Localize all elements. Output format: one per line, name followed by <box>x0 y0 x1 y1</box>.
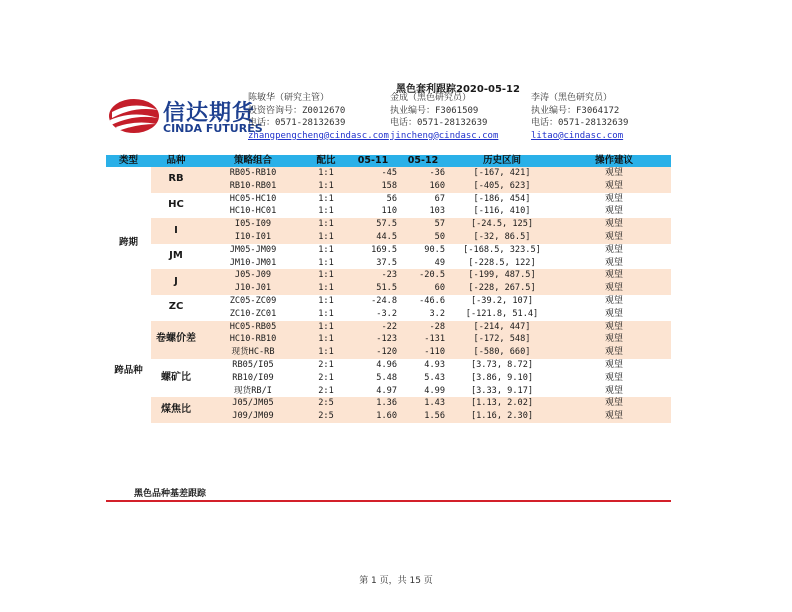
col-header-date-prev: 05-11 <box>347 155 399 167</box>
ratio-cell: 2:1 <box>305 372 347 385</box>
advice-cell: 观望 <box>557 308 671 321</box>
value-curr-cell: 1.43 <box>399 397 447 410</box>
advice-cell: 观望 <box>557 321 671 334</box>
page-footer: 第 1 页，共 15 页 <box>359 576 433 586</box>
ratio-cell: 1:1 <box>305 180 347 193</box>
strategy-cell: RB10/I09 <box>201 372 305 385</box>
ratio-cell: 1:1 <box>305 308 347 321</box>
value-curr-cell: 49 <box>399 257 447 270</box>
ratio-cell: 1:1 <box>305 244 347 257</box>
table-row <box>106 244 671 257</box>
advice-cell: 观望 <box>557 295 671 308</box>
value-prev-cell: 158 <box>347 180 399 193</box>
value-prev-cell: 1.60 <box>347 410 399 423</box>
table-row <box>106 218 671 231</box>
analyst-phone: 电话：0571-28132639 <box>390 118 488 128</box>
ratio-cell: 2:5 <box>305 397 347 410</box>
strategy-cell: J05/JM05 <box>201 397 305 410</box>
range-cell: [-580, 660] <box>447 346 557 359</box>
advice-cell: 观望 <box>557 231 671 244</box>
variety-cell: 煤焦比 <box>151 397 201 423</box>
value-curr-cell: -46.6 <box>399 295 447 308</box>
range-cell: [3.73, 8.72] <box>447 359 557 372</box>
advice-cell: 观望 <box>557 167 671 180</box>
ratio-cell: 1:1 <box>305 167 347 180</box>
ratio-cell: 2:1 <box>305 359 347 372</box>
value-curr-cell: 50 <box>399 231 447 244</box>
table-row <box>106 193 671 206</box>
range-cell: [-24.5, 125] <box>447 218 557 231</box>
value-curr-cell: 60 <box>399 282 447 295</box>
value-prev-cell: -23 <box>347 269 399 282</box>
range-cell: [3.33, 9.17] <box>447 385 557 398</box>
variety-cell: 螺矿比 <box>151 359 201 397</box>
logo-english-name: CINDA FUTURES <box>163 122 263 135</box>
advice-cell: 观望 <box>557 385 671 398</box>
range-cell: [-32, 86.5] <box>447 231 557 244</box>
col-header-variety: 品种 <box>151 155 201 167</box>
logo-chinese-name: 信达期货 <box>163 101 256 126</box>
strategy-cell: 现货RB/I <box>201 385 305 398</box>
strategy-cell: HC05-RB05 <box>201 321 305 334</box>
advice-cell: 观望 <box>557 333 671 346</box>
variety-cell: 卷螺价差 <box>151 321 201 359</box>
strategy-cell: RB05-RB10 <box>201 167 305 180</box>
ratio-cell: 1:1 <box>305 205 347 218</box>
analyst-phone: 电话：0571-28132639 <box>531 118 629 128</box>
strategy-cell: I10-I01 <box>201 231 305 244</box>
col-header-history-range: 历史区间 <box>447 155 557 167</box>
range-cell: [-214, 447] <box>447 321 557 334</box>
value-prev-cell: 4.97 <box>347 385 399 398</box>
analyst-name: 金成（黑色研究员） <box>390 93 472 103</box>
value-curr-cell: -110 <box>399 346 447 359</box>
advice-cell: 观望 <box>557 244 671 257</box>
ratio-cell: 1:1 <box>305 295 347 308</box>
analyst-license: 执业编号：F3064172 <box>531 105 620 116</box>
value-prev-cell: -3.2 <box>347 308 399 321</box>
advice-cell: 观望 <box>557 257 671 270</box>
ratio-cell: 1:1 <box>305 346 347 359</box>
value-prev-cell: 37.5 <box>347 257 399 270</box>
col-header-advice: 操作建议 <box>557 155 671 167</box>
type-cell: 跨期 <box>106 167 151 321</box>
ratio-cell: 1:1 <box>305 269 347 282</box>
value-curr-cell: -131 <box>399 333 447 346</box>
basis-section-title: 黑色品种基差跟踪 <box>134 489 207 499</box>
analyst-contact-3 <box>531 92 628 142</box>
analyst-license: 投资咨询号：Z0012670 <box>248 105 346 116</box>
value-curr-cell: -28 <box>399 321 447 334</box>
strategy-cell: HC10-RB10 <box>201 333 305 346</box>
section-divider <box>106 500 671 502</box>
value-prev-cell: -123 <box>347 333 399 346</box>
table-header-row <box>106 155 671 167</box>
table-body <box>106 167 671 423</box>
range-cell: [1.13, 2.02] <box>447 397 557 410</box>
strategy-cell: J09/JM09 <box>201 410 305 423</box>
analyst-name: 李涛（黑色研究员） <box>531 93 613 103</box>
advice-cell: 观望 <box>557 346 671 359</box>
strategy-cell: RB05/I05 <box>201 359 305 372</box>
range-cell: [3.86, 9.10] <box>447 372 557 385</box>
table-row <box>106 359 671 372</box>
ratio-cell: 1:1 <box>305 282 347 295</box>
advice-cell: 观望 <box>557 205 671 218</box>
range-cell: [-116, 410] <box>447 205 557 218</box>
value-prev-cell: 110 <box>347 205 399 218</box>
advice-cell: 观望 <box>557 218 671 231</box>
strategy-cell: RB10-RB01 <box>201 180 305 193</box>
value-curr-cell: 5.43 <box>399 372 447 385</box>
analyst-contact-1 <box>248 92 389 142</box>
value-curr-cell: 4.99 <box>399 385 447 398</box>
range-cell: [-121.8, 51.4] <box>447 308 557 321</box>
analyst-name: 陈敏华（研究主管） <box>248 93 330 103</box>
strategy-cell: ZC05-ZC09 <box>201 295 305 308</box>
strategy-cell: J10-J01 <box>201 282 305 295</box>
range-cell: [1.16, 2.30] <box>447 410 557 423</box>
value-prev-cell: 44.5 <box>347 231 399 244</box>
table-row <box>106 397 671 410</box>
value-prev-cell: 4.96 <box>347 359 399 372</box>
ratio-cell: 1:1 <box>305 321 347 334</box>
variety-cell: HC <box>151 193 201 219</box>
advice-cell: 观望 <box>557 397 671 410</box>
value-prev-cell: -22 <box>347 321 399 334</box>
value-prev-cell: 57.5 <box>347 218 399 231</box>
variety-cell: I <box>151 218 201 244</box>
variety-cell: RB <box>151 167 201 193</box>
advice-cell: 观望 <box>557 269 671 282</box>
col-header-date-curr: 05-12 <box>399 155 447 167</box>
range-cell: [-167, 421] <box>447 167 557 180</box>
range-cell: [-186, 454] <box>447 193 557 206</box>
strategy-cell: HC05-HC10 <box>201 193 305 206</box>
table-row <box>106 321 671 334</box>
advice-cell: 观望 <box>557 359 671 372</box>
value-curr-cell: 57 <box>399 218 447 231</box>
ratio-cell: 2:1 <box>305 385 347 398</box>
range-cell: [-39.2, 107] <box>447 295 557 308</box>
value-curr-cell: 103 <box>399 205 447 218</box>
variety-cell: ZC <box>151 295 201 321</box>
value-prev-cell: 1.36 <box>347 397 399 410</box>
type-cell: 跨品种 <box>106 321 151 423</box>
value-curr-cell: -20.5 <box>399 269 447 282</box>
advice-cell: 观望 <box>557 372 671 385</box>
range-cell: [-168.5, 323.5] <box>447 244 557 257</box>
range-cell: [-228, 267.5] <box>447 282 557 295</box>
arbitrage-table <box>106 155 671 423</box>
value-prev-cell: 56 <box>347 193 399 206</box>
value-curr-cell: 90.5 <box>399 244 447 257</box>
value-prev-cell: -120 <box>347 346 399 359</box>
ratio-cell: 1:1 <box>305 231 347 244</box>
table-row <box>106 269 671 282</box>
col-header-ratio: 配比 <box>305 155 347 167</box>
table-row <box>106 295 671 308</box>
strategy-cell: J05-J09 <box>201 269 305 282</box>
analyst-email-link[interactable]: zhangpengcheng@cindasc.com <box>248 130 389 141</box>
strategy-cell: I05-I09 <box>201 218 305 231</box>
ratio-cell: 1:1 <box>305 333 347 346</box>
value-prev-cell: -24.8 <box>347 295 399 308</box>
value-prev-cell: 5.48 <box>347 372 399 385</box>
range-cell: [-172, 548] <box>447 333 557 346</box>
ratio-cell: 1:1 <box>305 257 347 270</box>
variety-cell: JM <box>151 244 201 270</box>
strategy-cell: JM10-JM01 <box>201 257 305 270</box>
ratio-cell: 1:1 <box>305 218 347 231</box>
strategy-cell: JM05-JM09 <box>201 244 305 257</box>
analyst-email-link[interactable]: jincheng@cindasc.com <box>390 130 499 141</box>
analyst-contact-2 <box>390 92 498 142</box>
advice-cell: 观望 <box>557 180 671 193</box>
advice-cell: 观望 <box>557 282 671 295</box>
value-curr-cell: -36 <box>399 167 447 180</box>
strategy-cell: HC10-HC01 <box>201 205 305 218</box>
analyst-phone: 电话：0571-28132639 <box>248 118 346 128</box>
value-curr-cell: 160 <box>399 180 447 193</box>
col-header-strategy: 策略组合 <box>201 155 305 167</box>
advice-cell: 观望 <box>557 410 671 423</box>
variety-cell: J <box>151 269 201 295</box>
table-row <box>106 167 671 180</box>
strategy-cell: 现货HC-RB <box>201 346 305 359</box>
strategy-cell: ZC10-ZC01 <box>201 308 305 321</box>
value-curr-cell: 4.93 <box>399 359 447 372</box>
range-cell: [-199, 487.5] <box>447 269 557 282</box>
range-cell: [-405, 623] <box>447 180 557 193</box>
ratio-cell: 2:5 <box>305 410 347 423</box>
range-cell: [-228.5, 122] <box>447 257 557 270</box>
value-curr-cell: 1.56 <box>399 410 447 423</box>
col-header-type: 类型 <box>106 155 151 167</box>
analyst-email-link[interactable]: litao@cindasc.com <box>531 130 624 141</box>
advice-cell: 观望 <box>557 193 671 206</box>
analyst-license: 执业编号：F3061509 <box>390 105 479 116</box>
value-prev-cell: 51.5 <box>347 282 399 295</box>
report-title: 黑色套利跟踪2020-05-12 <box>396 84 520 95</box>
value-prev-cell: 169.5 <box>347 244 399 257</box>
value-curr-cell: 67 <box>399 193 447 206</box>
value-curr-cell: 3.2 <box>399 308 447 321</box>
ratio-cell: 1:1 <box>305 193 347 206</box>
value-prev-cell: -45 <box>347 167 399 180</box>
